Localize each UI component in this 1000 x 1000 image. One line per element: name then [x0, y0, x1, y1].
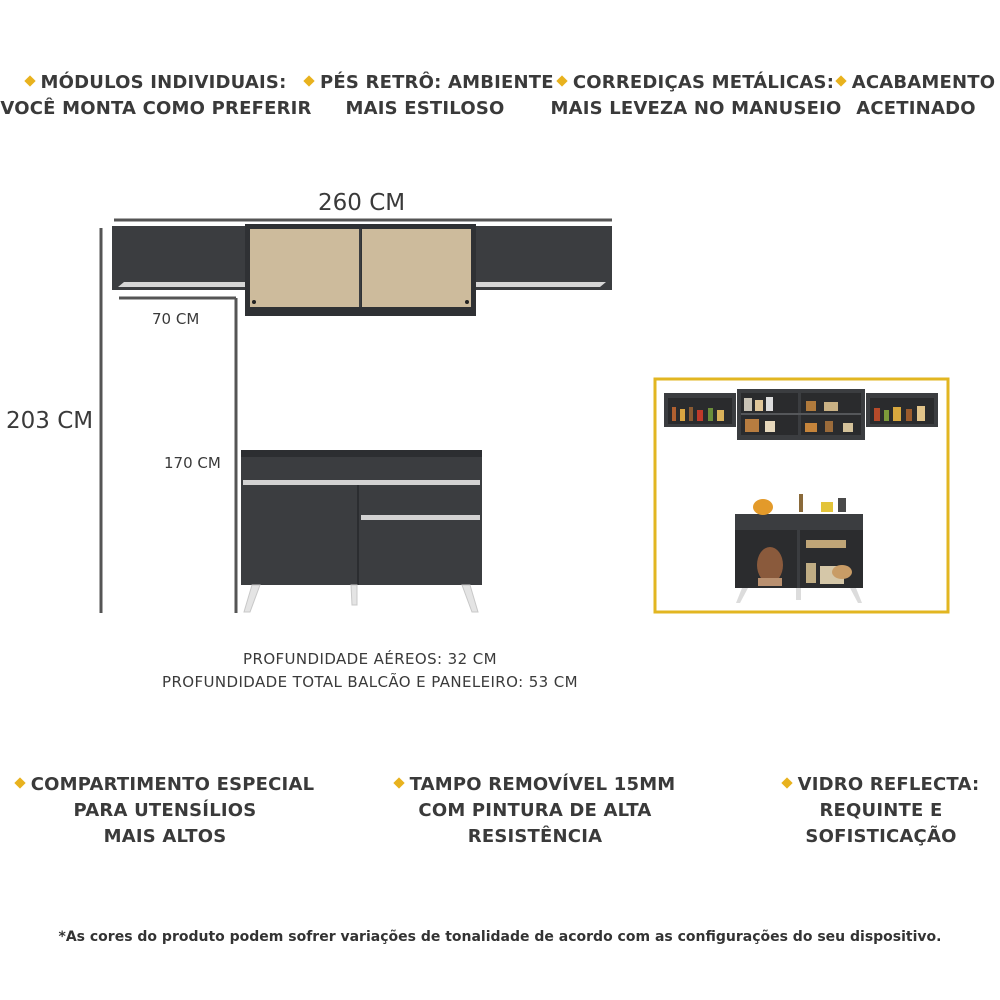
color-disclaimer: *As cores do produto podem sofrer variações de tonalidade de acordo com as configurações do seu dispositivo. — [58, 929, 942, 945]
depth-notes — [80, 648, 660, 694]
feature-vidro: VIDRO REFLECTA: REQUINTE E SOFISTICAÇÃO — [770, 772, 992, 850]
feature-modulos: MÓDULOS INDIVIDUAIS: VOCÊ MONTA COMO PREFERIR — [0, 72, 312, 119]
depth-upper: PROFUNDIDADE AÉREOS: 32 CM — [243, 650, 497, 668]
gap-height-label: 70 CM — [152, 310, 200, 328]
diamond-bullet-icon — [393, 777, 404, 788]
diamond-bullet-icon — [14, 777, 25, 788]
feature-tampo: TAMPO REMOVÍVEL 15MM COM PINTURA DE ALTA RESISTÊNCIA — [385, 772, 685, 850]
total-width-label: 260 CM — [318, 190, 406, 216]
feature-compartimento: COMPARTIMENTO ESPECIAL PARA UTENSÍLIOS MAIS ALTOS — [0, 772, 330, 850]
feature-pes-retro: PÉS RETRÔ: AMBIENTE MAIS ESTILOSO — [305, 70, 545, 122]
feature-corredicas: CORREDIÇAS METÁLICAS: MAIS LEVEZA NO MANUSEIO — [550, 72, 842, 119]
total-height-label: 203 CM — [6, 408, 94, 434]
feature-acabamento: ACABAMENTO ACETINADO — [833, 70, 999, 122]
diamond-bullet-icon — [781, 777, 792, 788]
depth-total: PROFUNDIDADE TOTAL BALCÃO E PANELEIRO: 53 CM — [162, 673, 578, 691]
base-height-label: 170 CM — [164, 454, 221, 472]
